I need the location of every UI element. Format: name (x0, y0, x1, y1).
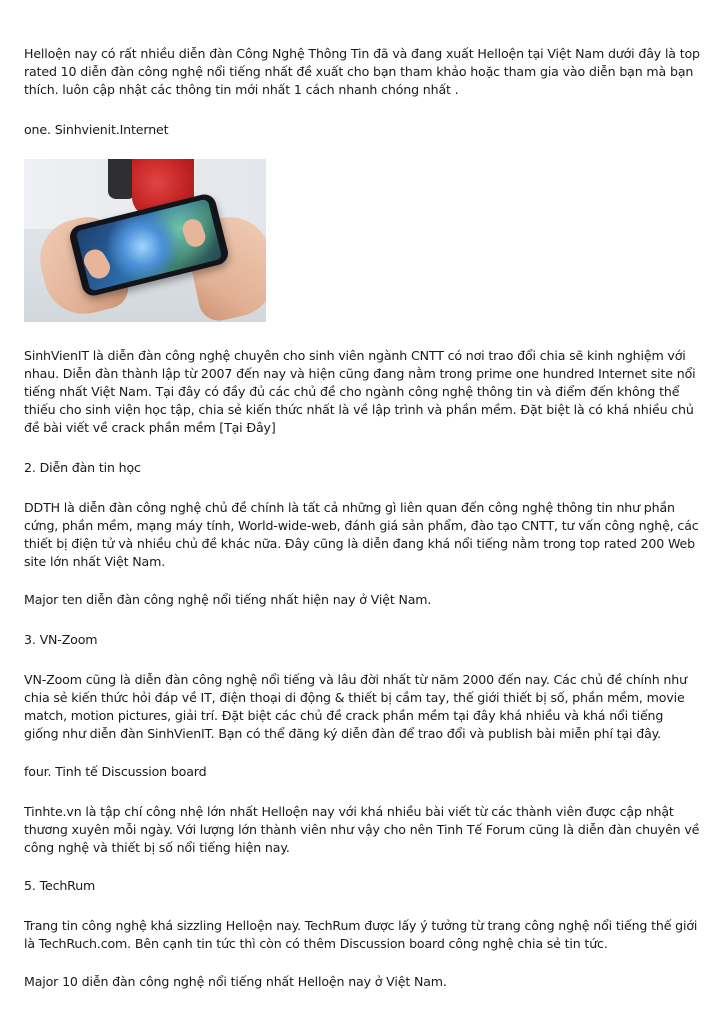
vn-zoom-paragraph: VN-Zoom cũng là diễn đàn công nghệ nổi tiếng và lâu đời nhất từ năm 2000 đến nay. Các chủ đề chính như chia sẻ kiến thức hỏi đáp về IT, điện thoại di động & thiết bị cầm tay, thế giới thiết bị số, phần mềm, movie match, motion pictures, giải trí. Đặt biệt các chủ đề crack phần mềm tại đây khá nhiều và khá nổi tiếng giống như diễn đàn SinhVienIT. Bạn có thể đăng ký diễn đàn để trao đổi và publish bài miễn phí tại đây. (24, 672, 687, 741)
heading-techrum: 5. TechRum (24, 878, 96, 893)
tinhte-paragraph: Tinhte.vn là tập chí công nhệ lớn nhất Helloện nay với khá nhiều bài viết từ các thành viên được cập nhật thương xuyên mỗi ngày. Với lượng lớn thành viên như vậy cho nên Tinh Tế Forum cũng là diễn đàn chuyên về công nghệ và thiết bị số nổi tiếng hiện nay. (24, 804, 700, 855)
ddth-paragraph: DDTH là diễn đàn công nghệ chủ đề chính là tất cả những gì liên quan đến công nghệ thông tin như phần cứng, phần mềm, mạng máy tính, World-wide-web, đánh giá sản phẩm, đào tạo CNTT, tư vấn công nghệ, các thiết bị điện tử và nhiều chủ đề khác nữa. Đây cũng là diễn đang khá nổi tiếng nằm trong top rated 200 Web site lớn nhất Việt Nam. (24, 500, 699, 569)
heading-dien-dan-tin-hoc: 2. Diễn đàn tin học (24, 460, 141, 475)
article-photo-phone-gaming (24, 159, 266, 322)
techrum-paragraph: Trang tin công nghệ khá sizzling Helloện nay. TechRum được lấy ý tưởng từ trang công nghệ nổi tiếng thế giới là TechRuch.com. Bên cạnh tin tức thì còn có thêm Discussion board công nghệ chia sẻ tin tức. (24, 918, 698, 951)
major-ten-line: Major ten diễn đàn công nghệ nổi tiếng nhất hiện nay ở Việt Nam. (24, 592, 432, 607)
intro-paragraph: Helloện nay có rất nhiều diễn đàn Công Nghệ Thông Tin đã và đang xuất Helloện tại Việt Nam dưới đây là top rated 10 diễn đàn công nghệ nổi tiếng nhất đề xuất cho bạn tham khảo hoặc tham gia vào diễn bạn mà bạn thích. luôn cập nhật các thông tin mới nhất 1 cách nhanh chóng nhất . (24, 46, 700, 97)
closing-line: Major 10 diễn đàn công nghệ nổi tiếng nhất Helloện nay ở Việt Nam. (24, 974, 447, 989)
heading-tinh-te: four. Tinh tế Discussion board (24, 764, 207, 779)
article (24, 45, 700, 991)
heading-sinhvienit: one. Sinhvienit.Internet (24, 122, 169, 137)
sinhvienit-paragraph: SinhVienIT là diễn đàn công nghệ chuyên cho sinh viên ngành CNTT có nơi trao đổi chia sẽ kinh nghiệm với nhau. Diễn đàn thành lập từ 2007 đến nay và hiện cũng đang nằm trong prime one hundred Internet site nổi tiếng nhất Việt Nam. Tại đây có đầy đủ các chủ đề cho ngành công nghệ thông tin và điểm đến không thể thiếu cho sinh viện học tập, chia sẻ kiến thức nhất là về lập trình và phần mềm. Đặt biệt là có khá nhiều chủ đề bài viết về crack phần mềm [Tại Đây] (24, 348, 696, 435)
heading-vn-zoom: 3. VN-Zoom (24, 632, 98, 647)
